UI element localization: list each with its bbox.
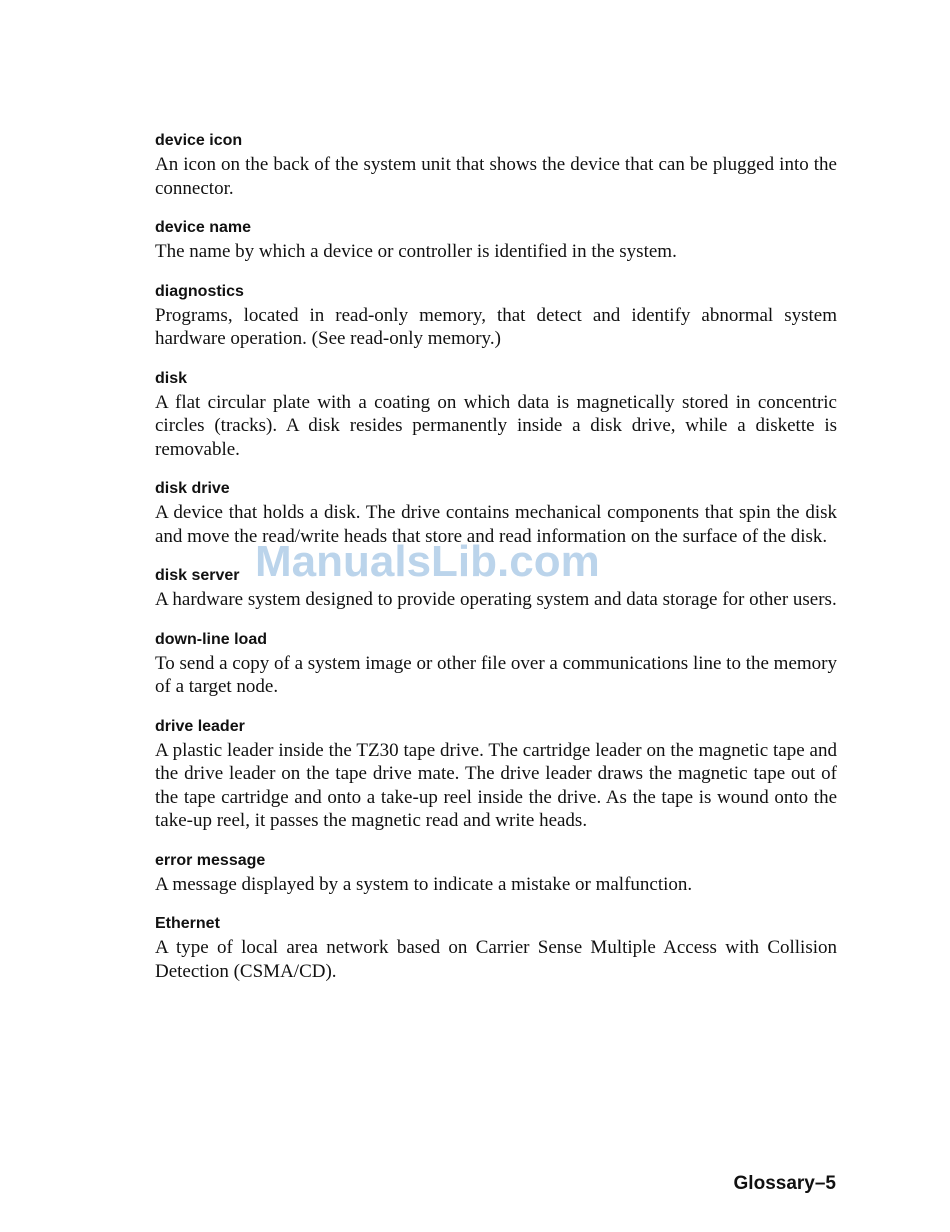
glossary-definition: To send a copy of a system image or other file over a communications line to the memory of a target node. [155,652,837,697]
glossary-definition: A message displayed by a system to indicate a mistake or malfunction. [155,873,693,895]
glossary-entry [155,913,837,983]
glossary-definition: A device that holds a disk. The drive contains mechanical components that spin the disk and move the read/write heads that store and read information on the surface of the disk. [155,502,837,547]
glossary-entry [155,850,837,897]
glossary-definition: Programs, located in read-only memory, that detect and identify abnormal system hardware operation. (See read-only memory.) [155,304,837,349]
glossary-entry [155,716,837,833]
glossary-term: drive leader [155,717,245,735]
glossary-definition: A hardware system designed to provide operating system and data storage for other users. [155,589,837,610]
glossary-entry [155,217,837,264]
glossary-term: disk drive [155,480,230,497]
glossary-term: diagnostics [155,282,244,300]
glossary-entry [155,565,837,612]
glossary-page [155,130,837,1000]
glossary-entry [155,281,837,351]
glossary-term: device icon [155,132,243,149]
page-number: Glossary–5 [733,1173,836,1194]
glossary-entry [155,368,837,462]
glossary-term: error message [155,851,266,869]
glossary-definition: An icon on the back of the system unit that shows the device that can be plugged into the connector. [155,154,837,199]
glossary-definition: The name by which a device or controller is identified in the system. [155,241,677,262]
glossary-entry [155,478,837,548]
glossary-definition: A plastic leader inside the TZ30 tape drive. The cartridge leader on the magnetic tape and the drive leader on the tape drive mate. The drive leader draws the magnetic tape out of the tape cartridge and onto a take-up reel inside the drive. As the tape is wound onto the take-up reel, it passes the magnetic read and write heads. [155,739,837,831]
glossary-term: Ethernet [155,915,220,932]
glossary-definition: A type of local area network based on Carrier Sense Multiple Access with Collision Detection (CSMA/CD). [155,937,837,982]
glossary-term: down-line load [155,630,267,648]
glossary-term: device name [155,219,252,236]
watermark: ManualsLib.com [255,537,600,586]
glossary-definition: A flat circular plate with a coating on which data is magnetically stored in concentric circles (tracks). A disk resides permanently inside a disk drive, while a diskette is removable. [155,391,837,460]
glossary-entry [155,629,837,699]
glossary-term: disk server [155,567,240,584]
glossary-term: disk [155,369,188,387]
glossary-entry [155,130,837,200]
